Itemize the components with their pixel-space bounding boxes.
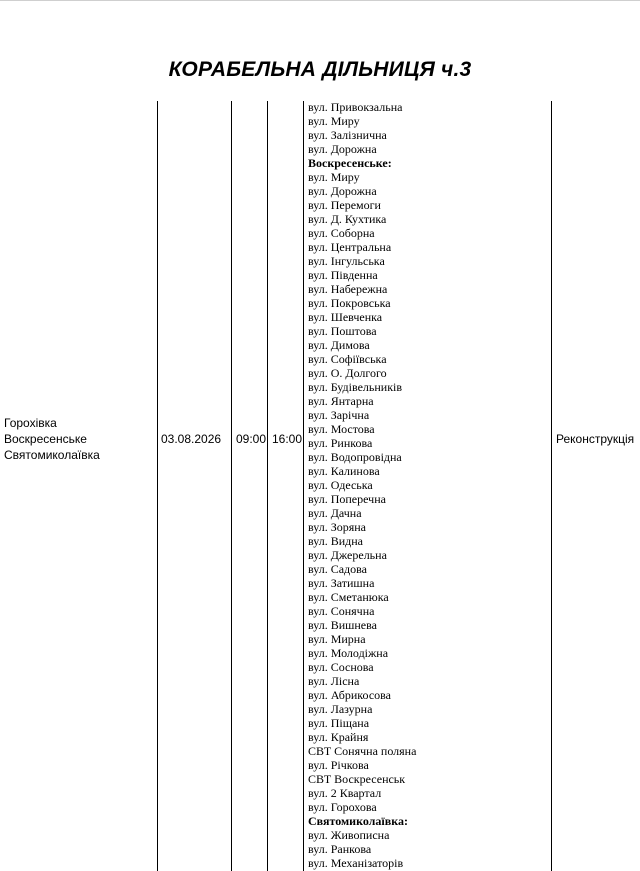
street-item: вул. Янтарна xyxy=(308,394,374,408)
street-item: вул. Південна xyxy=(308,268,378,282)
street-item: вул. Горохова xyxy=(308,800,377,814)
street-item: вул. Поштова xyxy=(308,324,377,338)
street-item: вул. Затишна xyxy=(308,576,375,590)
outage-start-time: 09:00 xyxy=(236,432,267,446)
settlements-cell xyxy=(4,415,100,463)
street-item: вул. О. Долгого xyxy=(308,366,387,380)
column-divider xyxy=(231,101,232,871)
street-item: вул. Садова xyxy=(308,562,367,576)
settlement-name: Горохівка xyxy=(4,416,57,430)
street-item: вул. Видна xyxy=(308,534,363,548)
column-divider xyxy=(157,101,158,871)
street-item: вул. Одеська xyxy=(308,478,373,492)
street-item: вул. Лазурна xyxy=(308,702,373,716)
street-item: вул. Перемоги xyxy=(308,198,381,212)
street-item: вул. Сметанюка xyxy=(308,590,389,604)
settlement-name: Воскресенське xyxy=(4,432,87,446)
street-item: СВТ Воскресенськ xyxy=(308,772,406,786)
street-item: вул. Вишнева xyxy=(308,618,377,632)
street-item: вул. Димова xyxy=(308,338,370,352)
street-item: вул. Шевченка xyxy=(308,310,383,324)
street-item: вул. Миру xyxy=(308,170,360,184)
street-item: вул. Соснова xyxy=(308,660,374,674)
street-item: вул. Софіївська xyxy=(308,352,387,366)
street-item: вул. Д. Кухтика xyxy=(308,212,387,226)
street-item: вул. Джерельна xyxy=(308,548,387,562)
street-item: вул. Миру xyxy=(308,114,360,128)
column-divider xyxy=(267,101,268,871)
street-item: вул. Покровська xyxy=(308,296,391,310)
street-item: вул. Соборна xyxy=(308,226,375,240)
street-item: вул. Набережна xyxy=(308,282,388,296)
street-item: вул. Будівельників xyxy=(308,380,403,394)
column-divider xyxy=(551,101,552,871)
page-title: КОРАБЕЛЬНА ДІЛЬНИЦЯ ч.3 xyxy=(168,58,472,81)
street-item: вул. Мостова xyxy=(308,422,375,436)
street-item: вул. Зоряна xyxy=(308,520,366,534)
settlement-name: Святомиколаївка xyxy=(4,448,100,462)
outage-date: 03.08.2026 xyxy=(161,432,222,446)
street-list xyxy=(308,100,548,870)
street-item: вул. Лісна xyxy=(308,674,360,688)
street-item: вул. Ранкова xyxy=(308,842,372,856)
outage-end-time: 16:00 xyxy=(272,432,303,446)
street-item: вул. Мирна xyxy=(308,632,366,646)
street-item: вул. Залізнична xyxy=(308,128,387,142)
street-item: вул. Річкова xyxy=(308,758,369,772)
street-item: вул. Водопровідна xyxy=(308,450,402,464)
street-item: вул. 2 Квартал xyxy=(308,786,382,800)
street-item: вул. Дачна xyxy=(308,506,362,520)
column-divider xyxy=(303,101,304,871)
street-item: вул. Механізаторів xyxy=(308,856,404,870)
street-item: СВТ Сонячна поляна xyxy=(308,744,417,758)
street-item: вул. Центральна xyxy=(308,240,392,254)
page-top-edge xyxy=(0,0,640,1)
street-item: вул. Ринкова xyxy=(308,436,373,450)
street-item: вул. Інгульська xyxy=(308,254,385,268)
street-item: вул. Калинова xyxy=(308,464,380,478)
street-item: вул. Сонячна xyxy=(308,604,375,618)
settlement-heading: Святомиколаївка: xyxy=(308,814,408,828)
street-item: вул. Привокзальна xyxy=(308,100,403,114)
settlement-heading: Воскресенське: xyxy=(308,156,392,170)
street-item: вул. Дорожна xyxy=(308,184,377,198)
street-item: вул. Живописна xyxy=(308,828,390,842)
street-item: вул. Зарічна xyxy=(308,408,370,422)
street-item: вул. Поперечна xyxy=(308,492,386,506)
street-item: вул. Молодіжна xyxy=(308,646,389,660)
street-item: вул. Дорожна xyxy=(308,142,377,156)
street-item: вул. Крайня xyxy=(308,730,369,744)
street-item: вул. Піщана xyxy=(308,716,370,730)
street-item: вул. Абрикосова xyxy=(308,688,391,702)
work-type: Реконструкція xyxy=(556,432,635,446)
